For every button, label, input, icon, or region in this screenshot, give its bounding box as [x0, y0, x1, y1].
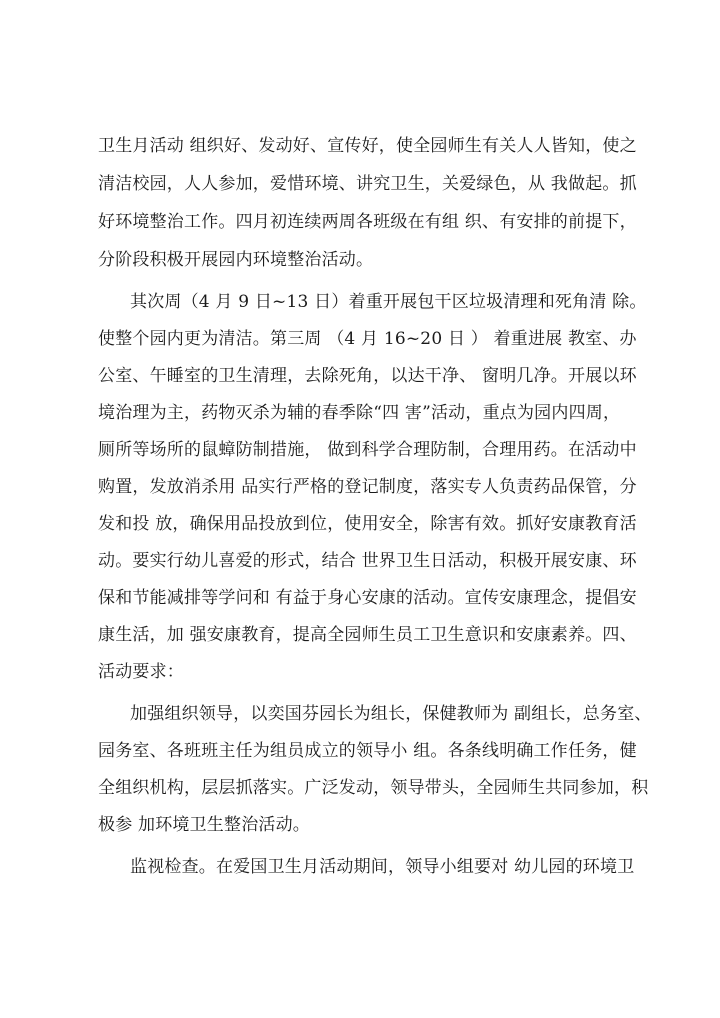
- paragraph-2-line-7: 发和投 放，确保用品投放到位，使用安全，除害有效。抓好安康教育活: [98, 514, 637, 534]
- paragraph-2-line-8: 动。要实行幼儿喜爱的形式，结合 世界卫生日活动，积极开展安康、环: [98, 551, 637, 571]
- paragraph-3-line-4: 极参 加环境卫生整治活动。: [98, 815, 311, 835]
- paragraph-1-line-1: 卫生月活动 组织好、发动好、宣传好，使全园师生有关人人皆知，使之: [98, 136, 637, 156]
- paragraph-3-line-3: 全组织机构，层层抓落实。广泛发动，领导带头，全园师生共同参加，积: [98, 778, 649, 798]
- paragraph-2-line-1: 其次周（4 月 9 日~13 日）着重开展包干区垃圾清理和死角清 除。: [130, 292, 647, 312]
- paragraph-3-line-2: 园务室、各班班主任为组员成立的领导小 组。各条线明确工作任务，健: [98, 741, 637, 761]
- paragraph-4-line-1: 监视检查。在爱国卫生月活动期间，领导小组要对 幼儿园的环境卫: [130, 857, 635, 877]
- paragraph-2-line-5: 厕所等场所的鼠蟑防制措施， 做到科学合理防制，合理用药。在活动中: [98, 440, 637, 460]
- paragraph-1-line-4: 分阶段积极开展园内环境整治活动。: [98, 250, 374, 270]
- paragraph-2-line-9: 保和节能减排等学问和 有益于身心安康的活动。宣传安康理念，提倡安: [98, 588, 637, 608]
- paragraph-2-line-10: 康生活，加 强安康教育，提高全园师生员工卫生意识和安康素养。四、: [98, 625, 637, 645]
- paragraph-2-line-2: 使整个园内更为清洁。第三周 （4 月 16~20 日 ） 着重进展 教室、办: [98, 329, 637, 349]
- paragraph-2-line-6: 购置，发放消杀用 品实行严格的登记制度，落实专人负责药品保管，分: [98, 477, 637, 497]
- paragraph-1-line-3: 好环境整治工作。四月初连续两周各班级在有组 织、有安排的前提下，: [98, 212, 637, 232]
- paragraph-1-line-2: 清洁校园，人人参加，爱惜环境、讲究卫生，关爱绿色，从 我做起。抓: [98, 174, 637, 194]
- paragraph-2-line-3: 公室、午睡室的卫生清理，去除死角，以达干净、 窗明几净。开展以环: [98, 366, 637, 386]
- paragraph-2-line-11: 活动要求：: [98, 662, 184, 682]
- paragraph-2-line-4: 境治理为主，药物灭杀为辅的春季除“四 害”活动，重点为园内四周，: [98, 403, 621, 423]
- paragraph-3-line-1: 加强组织领导，以奕国芬园长为组长，保健教师为 副组长，总务室、: [130, 704, 652, 724]
